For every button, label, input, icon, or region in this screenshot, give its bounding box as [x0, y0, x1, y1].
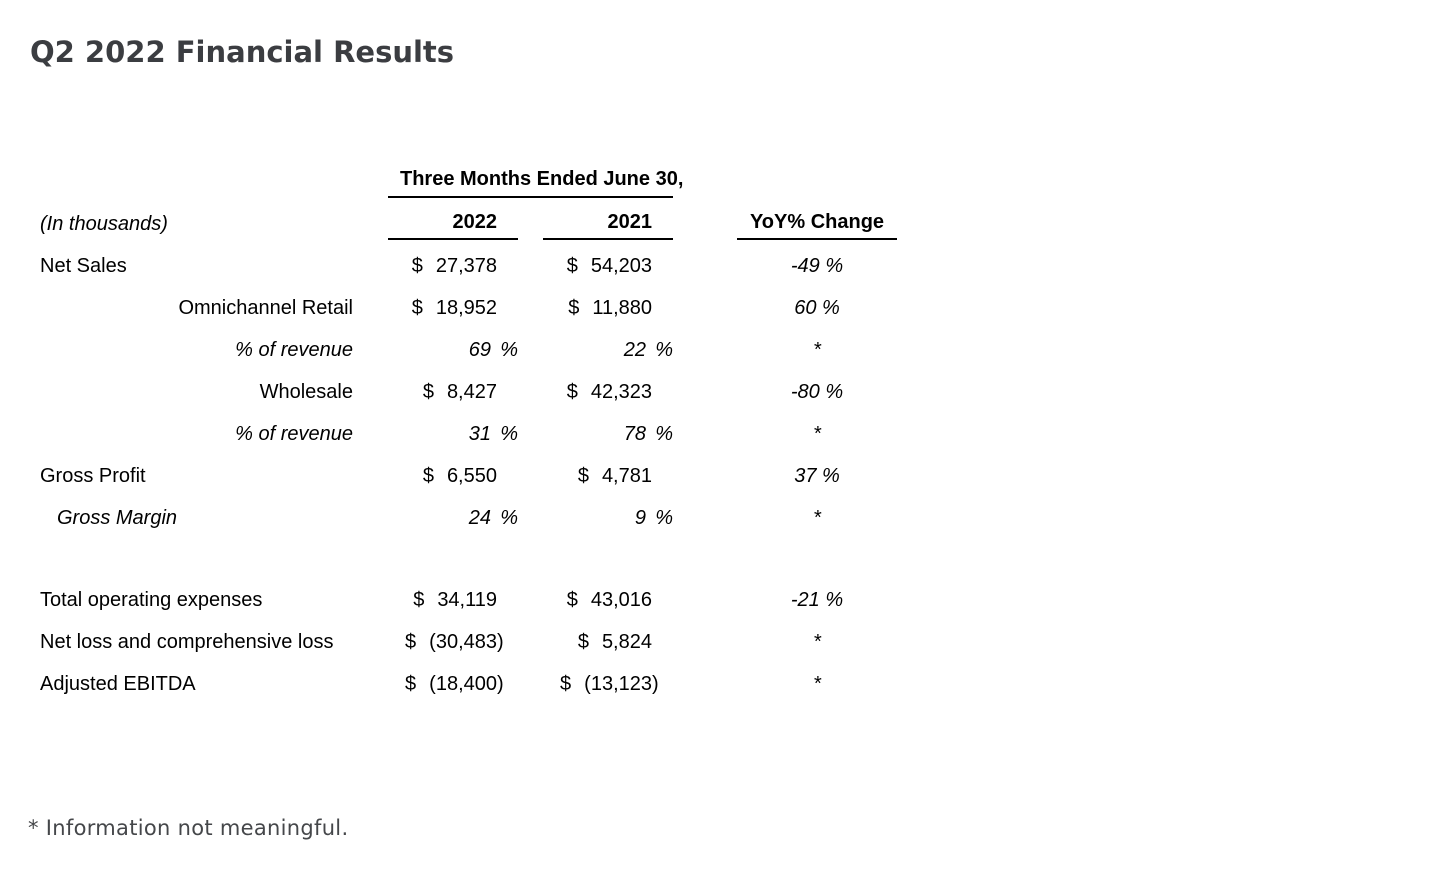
value-2021 — [543, 329, 673, 371]
row-label: Gross Profit — [40, 464, 146, 487]
value-2021 — [543, 245, 673, 287]
amount: 5,824 — [601, 630, 652, 653]
value-2022 — [388, 579, 518, 621]
amount: 6,550 — [446, 464, 497, 487]
row-label: Net Sales — [40, 254, 127, 277]
group-header-row — [40, 165, 897, 198]
value-2022 — [388, 621, 518, 663]
amount: (18,400 — [429, 672, 497, 695]
value-yoy: * — [813, 506, 821, 529]
value-2021 — [543, 371, 673, 413]
group-header: Three Months Ended June 30, — [388, 165, 673, 198]
amount: 27,378 — [435, 254, 497, 277]
table-row — [40, 663, 897, 705]
amount-suffix: % — [655, 338, 673, 361]
value-2021 — [543, 579, 673, 621]
currency-symbol: $ — [568, 296, 580, 319]
table-row — [40, 287, 897, 329]
amount: 8,427 — [446, 380, 497, 403]
value-2022 — [388, 287, 518, 329]
amount: (13,123 — [584, 672, 652, 695]
amount-suffix: ) — [652, 672, 659, 695]
amount: 78 — [623, 422, 646, 445]
value-2022 — [388, 455, 518, 497]
currency-symbol: $ — [405, 672, 417, 695]
table-row — [40, 329, 897, 371]
table-row — [40, 621, 897, 663]
table-row — [40, 371, 897, 413]
currency-symbol: $ — [560, 672, 572, 695]
value-yoy: * — [813, 338, 821, 361]
value-2021 — [543, 497, 673, 539]
value-2022 — [388, 663, 518, 705]
amount: 54,203 — [590, 254, 652, 277]
currency-symbol: $ — [566, 588, 578, 611]
value-2022 — [388, 413, 518, 455]
row-label: Total operating expenses — [40, 588, 263, 611]
table-spacer — [40, 539, 897, 579]
row-label: % of revenue — [235, 422, 353, 445]
value-2021 — [543, 287, 673, 329]
amount-suffix: % — [500, 506, 518, 529]
unit-label: (In thousands) — [40, 213, 168, 235]
value-2022 — [388, 497, 518, 539]
currency-symbol: $ — [577, 630, 589, 653]
value-2022 — [388, 245, 518, 287]
currency-symbol: $ — [422, 464, 434, 487]
table-row — [40, 579, 897, 621]
amount: 43,016 — [590, 588, 652, 611]
table-row — [40, 245, 897, 287]
amount: 42,323 — [590, 380, 652, 403]
row-label: % of revenue — [235, 338, 353, 361]
currency-symbol: $ — [411, 296, 423, 319]
col-header-2022: 2022 — [388, 198, 518, 240]
row-label: Net loss and comprehensive loss — [40, 630, 334, 653]
amount-suffix: % — [500, 422, 518, 445]
value-2022 — [388, 371, 518, 413]
table-row — [40, 413, 897, 455]
amount: 18,952 — [435, 296, 497, 319]
amount: 22 — [623, 338, 646, 361]
currency-symbol: $ — [566, 380, 578, 403]
amount-suffix: ) — [497, 630, 504, 653]
amount-suffix: ) — [497, 672, 504, 695]
amount: 69 — [468, 338, 491, 361]
col-header-2021: 2021 — [543, 198, 673, 240]
value-yoy: * — [813, 630, 821, 653]
page-title: Q2 2022 Financial Results — [30, 35, 455, 69]
amount-suffix: % — [500, 338, 518, 361]
value-yoy: * — [813, 672, 821, 695]
value-2021 — [543, 663, 673, 705]
financial-table — [40, 165, 897, 705]
row-label: Wholesale — [259, 380, 353, 403]
amount-suffix: % — [655, 422, 673, 445]
value-yoy: * — [813, 422, 821, 445]
value-2021 — [543, 413, 673, 455]
col-header-yoy: YoY% Change — [737, 198, 897, 240]
table-body — [40, 245, 897, 705]
value-yoy: -80 % — [790, 380, 844, 403]
value-yoy: 60 % — [794, 296, 840, 319]
value-yoy: -49 % — [790, 254, 844, 277]
footnote: * Information not meaningful. — [28, 816, 349, 840]
row-label: Adjusted EBITDA — [40, 672, 196, 695]
currency-symbol: $ — [405, 630, 417, 653]
column-header-row — [40, 198, 897, 240]
amount: 11,880 — [592, 296, 652, 319]
value-yoy: 37 % — [794, 464, 840, 487]
row-label: Gross Margin — [57, 506, 178, 529]
amount: 31 — [468, 422, 491, 445]
amount: 9 — [634, 506, 646, 529]
currency-symbol: $ — [577, 464, 589, 487]
amount-suffix: % — [655, 506, 673, 529]
amount: (30,483 — [429, 630, 497, 653]
value-2022 — [388, 329, 518, 371]
table-row — [40, 497, 897, 539]
value-2021 — [543, 455, 673, 497]
value-yoy: -21 % — [790, 588, 844, 611]
currency-symbol: $ — [411, 254, 423, 277]
currency-symbol: $ — [566, 254, 578, 277]
amount: 24 — [468, 506, 491, 529]
currency-symbol: $ — [413, 588, 425, 611]
amount: 4,781 — [601, 464, 652, 487]
currency-symbol: $ — [422, 380, 434, 403]
row-label: Omnichannel Retail — [178, 296, 353, 319]
table-row — [40, 455, 897, 497]
amount: 34,119 — [437, 588, 497, 611]
value-2021 — [543, 621, 673, 663]
